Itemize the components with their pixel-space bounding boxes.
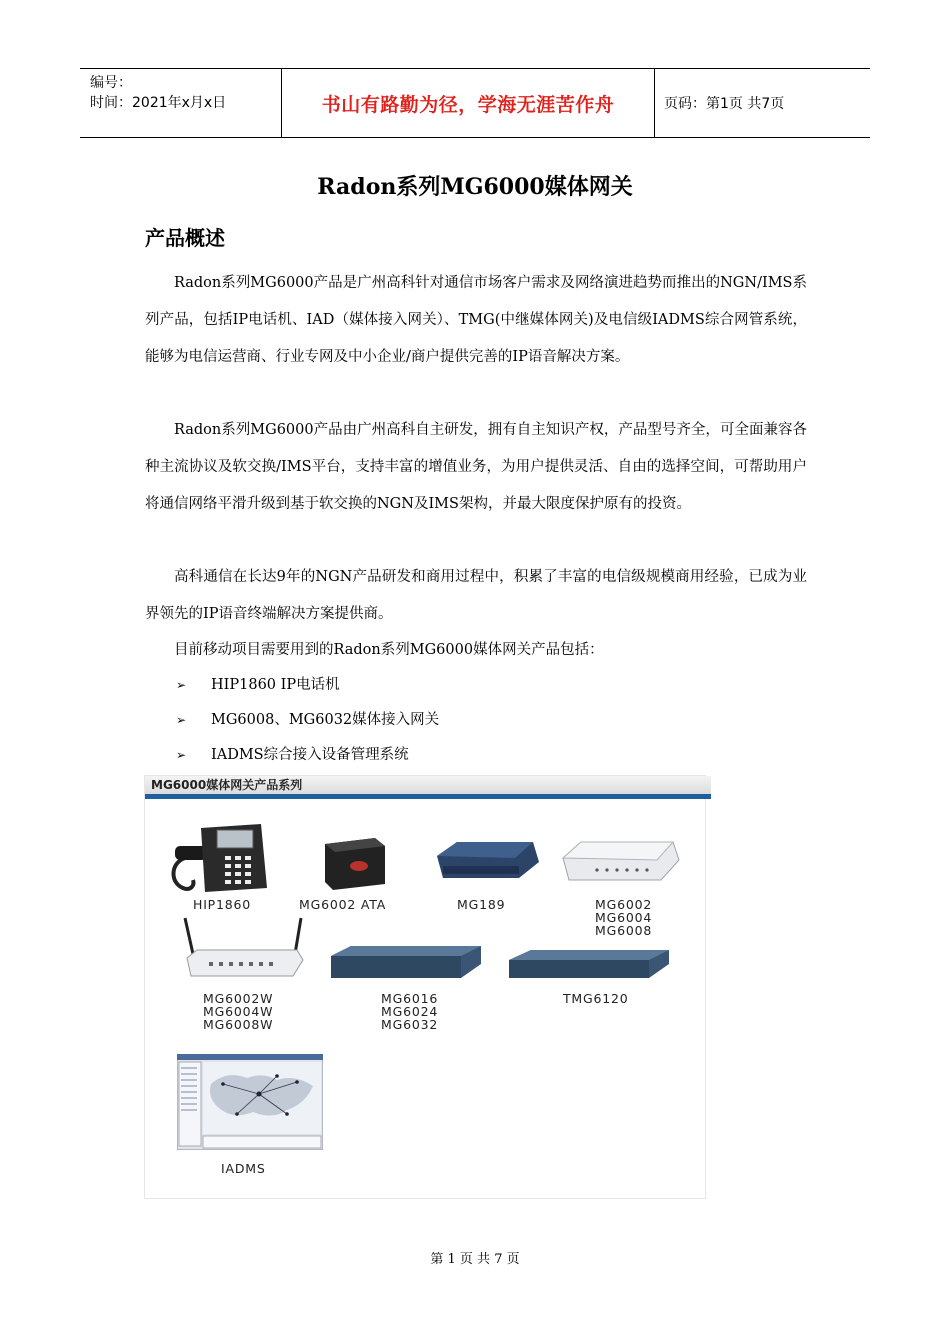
model-name: MG6004	[595, 910, 653, 925]
bullet-item	[176, 675, 340, 695]
bullet-item	[176, 745, 409, 765]
page-footer: 第 1 页 共 7 页	[430, 1252, 520, 1267]
model-name: MG6008W	[203, 1017, 274, 1032]
header-page-label: 页码：第1页 共7页	[664, 96, 785, 112]
number-label: 编号：	[90, 75, 132, 91]
trunk-gateway-icon	[507, 946, 673, 982]
page-header-table	[80, 68, 870, 138]
product-banner: MG6000媒体网关产品系列	[145, 776, 711, 799]
bullet-marker: ➢	[176, 678, 187, 692]
time-label: 时间：2021年x月x日	[90, 95, 227, 111]
gateway-device-icon	[433, 836, 543, 886]
model-name: MG6008	[595, 923, 653, 938]
model-name: MG6016	[381, 991, 439, 1006]
iad-device-icon	[557, 836, 683, 886]
label-mg6002w-series	[203, 992, 273, 1031]
bullet-text: IADMS综合接入设备管理系统	[211, 747, 409, 763]
bullet-marker: ➢	[176, 748, 187, 762]
label-mg189: MG189	[457, 897, 506, 912]
label-iadms: IADMS	[221, 1161, 266, 1176]
bullet-text: MG6008、MG6032媒体接入网关	[211, 712, 440, 728]
bullet-marker: ➢	[176, 713, 187, 727]
label-tmg6120: TMG6120	[563, 991, 629, 1006]
label-mg6002-series	[595, 898, 652, 937]
model-name: MG6024	[381, 1004, 439, 1019]
paragraph-2: Radon系列MG6000产品由广州高科自主研发，拥有自主知识产权，产品型号齐全，可全面兼容各种主流协议及软交换/IMS平台，支持丰富的增值业务，为用户提供灵活、自由的选择空间，可帮助用户将通信网络平滑升级到基于软交换的NGN及IMS架构，并最大限度保护原有的投资。	[145, 422, 807, 512]
paragraph-3: 高科通信在长达9年的NGN产品研发和商用过程中，积累了丰富的电信级规模商用经验，已成为业界领先的IP语音终端解决方案提供商。	[145, 569, 807, 622]
model-name: MG6004W	[203, 1004, 274, 1019]
header-motto: 书山有路勤为径，学海无涯苦作舟	[281, 69, 655, 137]
model-name: MG6032	[381, 1017, 439, 1032]
product-series-figure	[144, 775, 706, 1199]
paragraph-1: Radon系列MG6000产品是广州高科针对通信市场客户需求及网络演进趋势而推出的NGN/IMS系列产品，包括IP电话机、IAD（媒体接入网关）、TMG(中继媒体网关)及电信级IADMS综合网管系统，能够为电信运营商、行业专网及中小企业/商户提供完善的IP语音解决方案。	[145, 275, 807, 365]
header-meta-cell	[80, 69, 280, 137]
label-mg6016-series	[381, 992, 438, 1031]
document-title: Radon系列MG6000媒体网关	[317, 174, 633, 200]
bullet-item	[176, 710, 439, 730]
iadms-screenshot-icon	[177, 1054, 323, 1150]
label-hip1860: HIP1860	[193, 897, 252, 912]
paragraph-4: 目前移动项目需要用到的Radon系列MG6000媒体网关产品包括：	[174, 642, 604, 658]
model-name: MG6002	[595, 897, 653, 912]
ip-phone-icon	[165, 818, 275, 896]
model-name: MG6002W	[203, 991, 274, 1006]
ata-device-icon	[319, 834, 389, 892]
bullet-text: HIP1860 IP电话机	[211, 677, 340, 693]
label-mg6002-ata: MG6002 ATA	[299, 897, 387, 912]
section-heading: 产品概述	[145, 226, 225, 250]
wireless-router-icon	[181, 914, 307, 982]
rack-gateway-icon	[329, 942, 485, 982]
